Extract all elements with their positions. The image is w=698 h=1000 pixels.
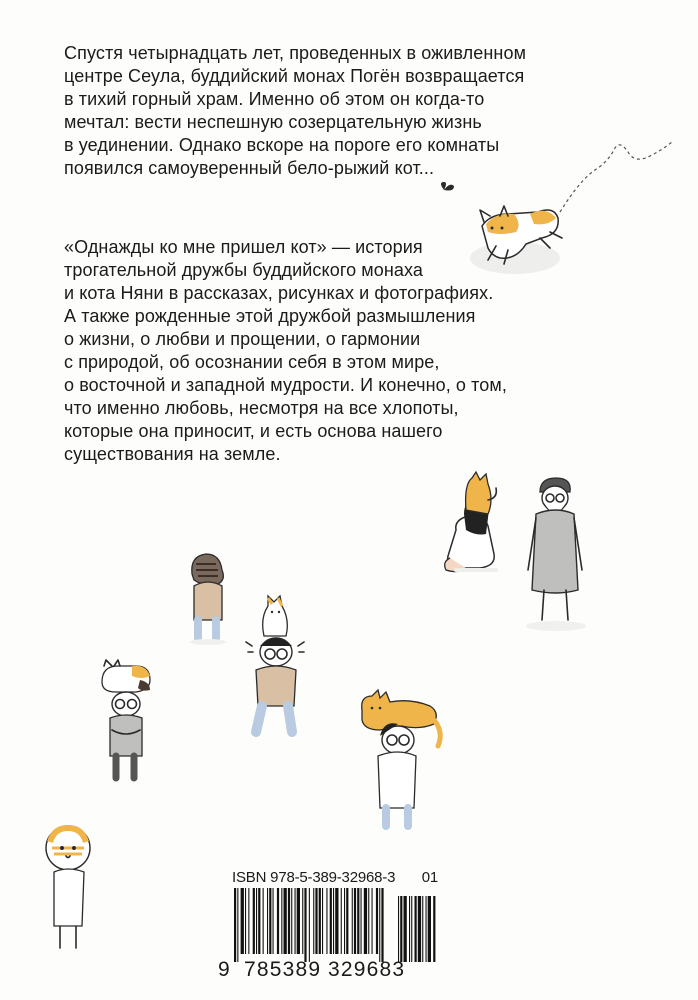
addon-bar [398, 896, 399, 962]
old-monk-illustration [514, 470, 594, 640]
barcode-bar [319, 888, 321, 954]
barcode-bar [297, 888, 300, 954]
addon-bar [409, 896, 410, 962]
blurb-line: с природой, об осознании себя в этом мире, [64, 352, 440, 372]
person-with-calico-cat-illustration [96, 660, 166, 790]
barcode-bar [326, 888, 327, 954]
person-with-cat-on-head-illustration [238, 590, 318, 740]
barcode-bar [346, 888, 348, 954]
addon-bar [426, 896, 427, 962]
barcode-bar [253, 888, 255, 954]
blurb-line: существования на земле. [64, 444, 281, 464]
white-cat [263, 596, 288, 636]
barcode-bar [304, 888, 306, 962]
barcode-bar [258, 888, 260, 954]
barcode-bar [248, 888, 249, 954]
addon-bar [400, 896, 402, 962]
addon-bar [411, 896, 412, 962]
barcode-bar [372, 888, 373, 954]
addon-bar [415, 896, 417, 962]
barcode-bar [341, 888, 342, 954]
barcode-bar [364, 888, 367, 954]
isbn-text: ISBN 978-5-389-32968-3 [232, 869, 396, 886]
blurb-line: «Однажды ко мне пришел кот» — история [64, 237, 423, 257]
person-with-cat-on-shoulders-illustration [350, 690, 450, 830]
barcode-bar [277, 888, 279, 954]
blurb-line: о восточной и западной мудрости. И конечно, о том, [64, 375, 507, 395]
calico-cat [102, 660, 150, 692]
blurb-line: Спустя четырнадцать лет, проведенных в оживленном [64, 43, 527, 63]
blurb-line: которые она приносит, и есть основа нашего [64, 421, 443, 441]
blurb-line: что именно любовь, несмотря на все хлопоты, [64, 398, 459, 418]
barcode-bar [302, 888, 303, 954]
addon-bar [428, 896, 431, 962]
barcode-bar [333, 888, 334, 954]
barcode-bar [241, 888, 244, 954]
flying-cat-illustration [430, 140, 680, 290]
barcode-bar [295, 888, 296, 954]
barcode-bar [344, 888, 345, 954]
barcode-bar [352, 888, 353, 954]
person-with-cat-mask-illustration [36, 820, 106, 960]
barcode-bar [291, 888, 292, 954]
blurb-line: в тихий горный храм. Именно об этом он когда-то [64, 89, 485, 109]
barcode-bar [322, 888, 323, 954]
barcode-bar [267, 888, 268, 954]
addon-bar [404, 896, 407, 962]
barcode-bar [361, 888, 362, 954]
barcode-bar [357, 888, 359, 954]
blurb-line: А также рожденные этой дружбой размышления [64, 306, 476, 326]
barcode-bar [284, 888, 287, 954]
barcode-bar [309, 888, 310, 962]
ean-right-group: 329683 [328, 958, 406, 981]
person-with-tabby-cat-illustration [182, 550, 242, 650]
butterfly-icon [441, 182, 454, 191]
isbn-line [232, 870, 438, 886]
barcode-block [218, 869, 438, 988]
barcode-bar [269, 888, 271, 954]
barcode-bar [354, 888, 356, 954]
barcode-bar [245, 888, 246, 954]
blurb-line: и кота Няни в рассказах, рисунках и фотографиях. [64, 283, 494, 303]
addon-bar [422, 896, 423, 962]
addon-bar [418, 896, 421, 962]
barcode-bar [234, 888, 236, 962]
ean-first-digit: 9 [218, 958, 231, 981]
barcode-bar [335, 888, 338, 954]
blurb-line: появился самоуверенный бело-рыжий кот... [64, 158, 435, 178]
barcode-bar [381, 888, 383, 962]
addon-text: 01 [421, 869, 438, 886]
barcode-bars [232, 888, 438, 962]
barcode-bar [273, 888, 274, 954]
barcode-bar [263, 888, 264, 954]
blurb-line: центре Сеула, буддийский монах Погён возвращается [64, 66, 525, 86]
blurb-line: в уединении. Однако вскоре на пороге его комнаты [64, 135, 500, 155]
barcode-bar [281, 888, 282, 954]
blurb-line: трогательной дружбы буддийского монаха [64, 260, 424, 280]
ean-left-group: 785389 [244, 958, 322, 981]
barcode-bar [379, 888, 380, 962]
barcode-bar [315, 888, 317, 954]
barcode-bar [313, 888, 314, 954]
girl-with-cat-illustration [436, 470, 516, 580]
blurb-line: о жизни, о любви и прощении, о гармонии [64, 329, 421, 349]
barcode-bar [288, 888, 290, 954]
barcode-bar [330, 888, 332, 954]
barcode-bar [368, 888, 369, 954]
barcode-bar [256, 888, 257, 954]
blurb-line: мечтал: вести неспешную созерцательную жизнь [64, 112, 482, 132]
orange-cat [466, 472, 497, 514]
barcode-bar [376, 888, 378, 954]
barcode-bar [237, 888, 238, 962]
addon-bar [433, 896, 435, 962]
